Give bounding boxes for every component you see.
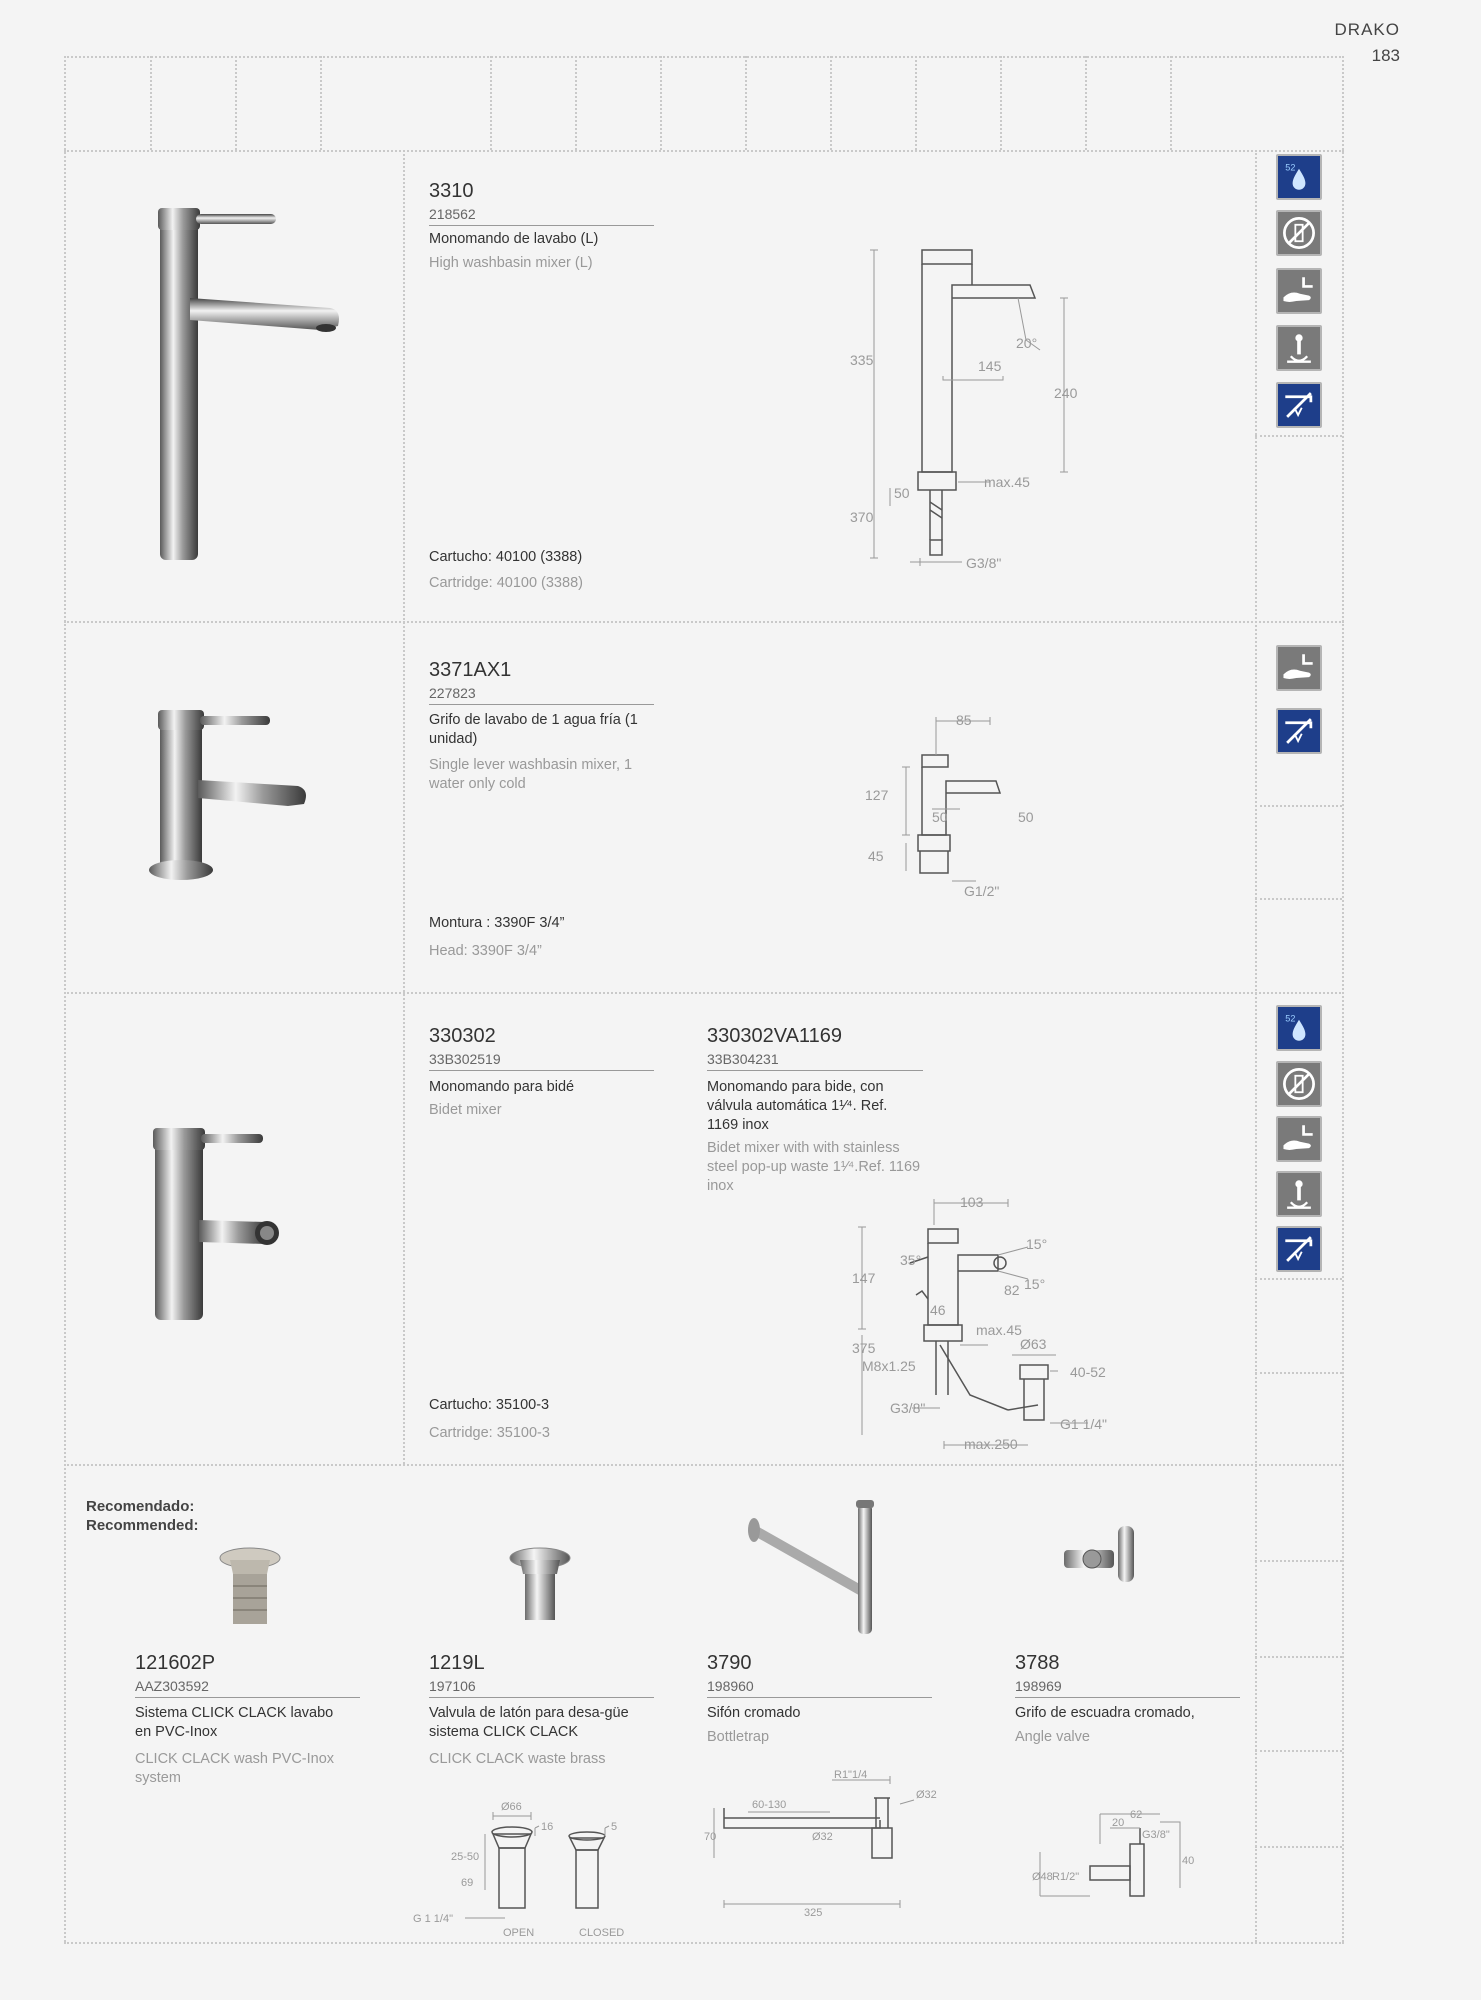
product-name-en: CLICK CLACK waste brass <box>429 1751 606 1767</box>
product-name-es: Sistema CLICK CLACK lavabo en PVC-Inox <box>135 1705 334 1740</box>
page-number: 183 <box>1371 46 1400 65</box>
dim-label: max.45 <box>984 474 1030 490</box>
dim-label: 40-52 <box>1070 1364 1106 1380</box>
cartridge-es: Cartucho: 35100-3 <box>429 1397 550 1413</box>
technical-drawing <box>848 1195 1118 1460</box>
dim-label: M8x1.25 <box>862 1358 916 1374</box>
dim-label: 375 <box>852 1340 876 1356</box>
grid-line <box>403 150 405 1464</box>
product-photo <box>1060 1510 1160 1595</box>
grid-line <box>490 56 492 150</box>
product-name-en: High washbasin mixer (L) <box>429 255 593 271</box>
hand-wash-icon <box>1276 268 1322 314</box>
product-code: 1219L <box>429 1652 485 1674</box>
grid-line <box>1255 1846 1342 1848</box>
dim-label: 70 <box>704 1831 717 1843</box>
dim-label: 20° <box>1016 335 1038 351</box>
technical-drawing <box>850 240 1090 580</box>
dim-label: 103 <box>960 1195 984 1210</box>
product-code: 3371AX1 <box>429 659 512 681</box>
single-lever-icon <box>1276 325 1322 371</box>
grid-line <box>1255 1278 1342 1280</box>
technical-drawing <box>405 1790 650 1940</box>
grid-line <box>235 56 237 150</box>
hand-wash-icon <box>1276 645 1322 691</box>
dim-label: 69 <box>461 1877 474 1889</box>
grid-line <box>575 56 577 150</box>
dim-label: 60-130 <box>752 1799 787 1811</box>
product-code: 3790 <box>707 1652 752 1674</box>
dim-label: Ø32 <box>812 1831 833 1843</box>
grid-line <box>64 150 1344 152</box>
product-name-es: Grifo de escuadra cromado, <box>1015 1705 1195 1721</box>
dim-label: 5 <box>611 1821 618 1833</box>
product-name-es: Grifo de lavabo de 1 agua fría (1 unidad) <box>429 712 638 747</box>
product-name-en: Bottletrap <box>707 1729 770 1745</box>
brand-name: DRAKO <box>1334 20 1400 39</box>
product-name-es: Monomando de lavabo (L) <box>429 231 599 247</box>
dim-label: 82 <box>1004 1282 1020 1298</box>
dim-label: 335 <box>850 352 874 368</box>
product-ref: 218562 <box>429 206 654 226</box>
product-name-en: Angle valve <box>1015 1729 1090 1745</box>
product-ref: 198960 <box>707 1678 932 1698</box>
product-name-es: Sifón cromado <box>707 1705 801 1721</box>
product-photo <box>205 1540 295 1635</box>
grid-line <box>1255 1656 1342 1658</box>
grid-line <box>64 56 1344 58</box>
grid-line <box>745 56 747 150</box>
variant-name-en: Bidet mixer with with stainless steel pop-up waste 1¹⁄⁴.Ref. 1169 inox <box>707 1140 921 1194</box>
product-ref: 197106 <box>429 1678 654 1698</box>
svg-text:52: 52 <box>1285 1013 1296 1024</box>
product-code: 330302 <box>429 1025 496 1047</box>
dim-label: 370 <box>850 509 874 525</box>
dim-label: 46 <box>930 1302 946 1318</box>
cartridge-en: Head: 3390F 3/4” <box>429 943 542 959</box>
dim-label: 145 <box>978 358 1002 374</box>
dim-label: max.45 <box>976 1322 1022 1338</box>
grid-line <box>64 56 66 1942</box>
dim-label: Ø48 <box>1032 1871 1053 1883</box>
product-name-en: CLICK CLACK wash PVC-Inox system <box>135 1751 335 1786</box>
product-ref: 33B302519 <box>429 1051 654 1071</box>
recommended-label-en: Recommended: <box>86 1517 199 1534</box>
dim-label: Ø63 <box>1020 1336 1047 1352</box>
dim-label: 62 <box>1130 1809 1143 1821</box>
grid-line <box>1255 898 1342 900</box>
grid-line <box>660 56 662 150</box>
dim-label: 325 <box>804 1907 823 1918</box>
water-saving-icon <box>1276 154 1322 200</box>
single-lever-icon <box>1276 1171 1322 1217</box>
technical-drawing <box>700 1768 950 1918</box>
dim-label: 85 <box>956 712 972 728</box>
dim-label: R1"1/4 <box>834 1769 868 1781</box>
dim-label: 25-50 <box>451 1851 480 1863</box>
dim-label: CLOSED <box>579 1927 625 1939</box>
grid-line <box>1255 805 1342 807</box>
anti-scald-icon <box>1276 1226 1322 1272</box>
dim-label: 50 <box>932 809 948 825</box>
product-ref: AAZ303592 <box>135 1678 360 1698</box>
dim-label: 50 <box>894 485 910 501</box>
product-ref: 227823 <box>429 685 654 705</box>
product-photo <box>135 1110 325 1330</box>
variant-name-es: Monomando para bide, con válvula automática 1¹⁄⁴. Ref. 1169 inox <box>707 1079 888 1133</box>
grid-line <box>915 56 917 150</box>
technical-drawing <box>860 705 1050 905</box>
no-limescale-icon <box>1276 210 1322 256</box>
dim-label: OPEN <box>503 1927 535 1939</box>
dim-label: G 1 1/4" <box>413 1913 453 1925</box>
dim-label: 20 <box>1112 1817 1125 1829</box>
product-name-en: Single lever washbasin mixer, 1 water only cold <box>429 757 633 792</box>
dim-label: 15° <box>1024 1276 1046 1292</box>
grid-line <box>1342 56 1344 1942</box>
recommended-label-es: Recomendado: <box>86 1498 195 1515</box>
dim-label: 147 <box>852 1270 876 1286</box>
dim-label: G1/2" <box>964 883 1000 899</box>
dim-label: 45 <box>868 848 884 864</box>
product-name-es: Monomando para bidé <box>429 1079 575 1095</box>
dim-label: 127 <box>865 787 889 803</box>
product-photo <box>130 190 350 570</box>
product-code: 121602P <box>135 1652 216 1674</box>
cartridge-es: Cartucho: 40100 (3388) <box>429 549 583 565</box>
grid-line <box>64 1942 1344 1944</box>
product-photo <box>740 1500 910 1640</box>
cartridge-en: Cartridge: 40100 (3388) <box>429 575 583 591</box>
grid-line <box>1085 56 1087 150</box>
grid-line <box>1170 56 1172 150</box>
grid-line <box>64 992 1344 994</box>
grid-line <box>64 621 1344 623</box>
grid-line <box>1255 435 1342 437</box>
anti-scald-icon <box>1276 708 1322 754</box>
dim-label: Ø32 <box>916 1789 937 1801</box>
product-photo <box>128 690 318 890</box>
grid-line <box>830 56 832 150</box>
dim-label: 50 <box>1018 809 1034 825</box>
dim-label: G3/8" <box>1142 1829 1170 1841</box>
product-code: 3310 <box>429 180 474 202</box>
grid-line <box>150 56 152 150</box>
grid-line <box>1255 1372 1342 1374</box>
dim-label: R1/2" <box>1052 1871 1080 1883</box>
grid-line <box>64 1464 1344 1466</box>
grid-line <box>1255 1560 1342 1562</box>
cartridge-en: Cartridge: 35100-3 <box>429 1425 550 1441</box>
grid-line <box>320 56 322 150</box>
dim-label: Ø66 <box>501 1801 522 1813</box>
anti-scald-icon <box>1276 382 1322 428</box>
svg-text:52: 52 <box>1285 162 1296 173</box>
dim-label: G3/8" <box>890 1400 926 1416</box>
variant-code: 330302VA1169 <box>707 1025 842 1047</box>
dim-label: G1 1/4" <box>1060 1416 1107 1432</box>
dim-label: 15° <box>1026 1236 1048 1252</box>
product-name-es: Valvula de latón para desa-güe sistema CLICK CLACK <box>429 1705 629 1740</box>
product-name-en: Bidet mixer <box>429 1102 502 1118</box>
product-code: 3788 <box>1015 1652 1060 1674</box>
dim-label: 35° <box>900 1252 922 1268</box>
technical-drawing <box>1030 1808 1200 1918</box>
dim-label: 240 <box>1054 385 1078 401</box>
dim-label: max.250 <box>964 1436 1018 1452</box>
water-saving-icon <box>1276 1005 1322 1051</box>
hand-wash-icon <box>1276 1116 1322 1162</box>
no-limescale-icon <box>1276 1061 1322 1107</box>
grid-line <box>1255 150 1257 1942</box>
dim-label: 40 <box>1182 1855 1195 1867</box>
dim-label: 16 <box>541 1821 554 1833</box>
cartridge-es: Montura : 3390F 3/4” <box>429 915 565 931</box>
dim-label: G3/8" <box>966 555 1002 571</box>
grid-line <box>1255 1750 1342 1752</box>
variant-ref: 33B304231 <box>707 1051 923 1071</box>
product-ref: 198969 <box>1015 1678 1240 1698</box>
product-photo <box>495 1540 585 1635</box>
grid-line <box>1000 56 1002 150</box>
